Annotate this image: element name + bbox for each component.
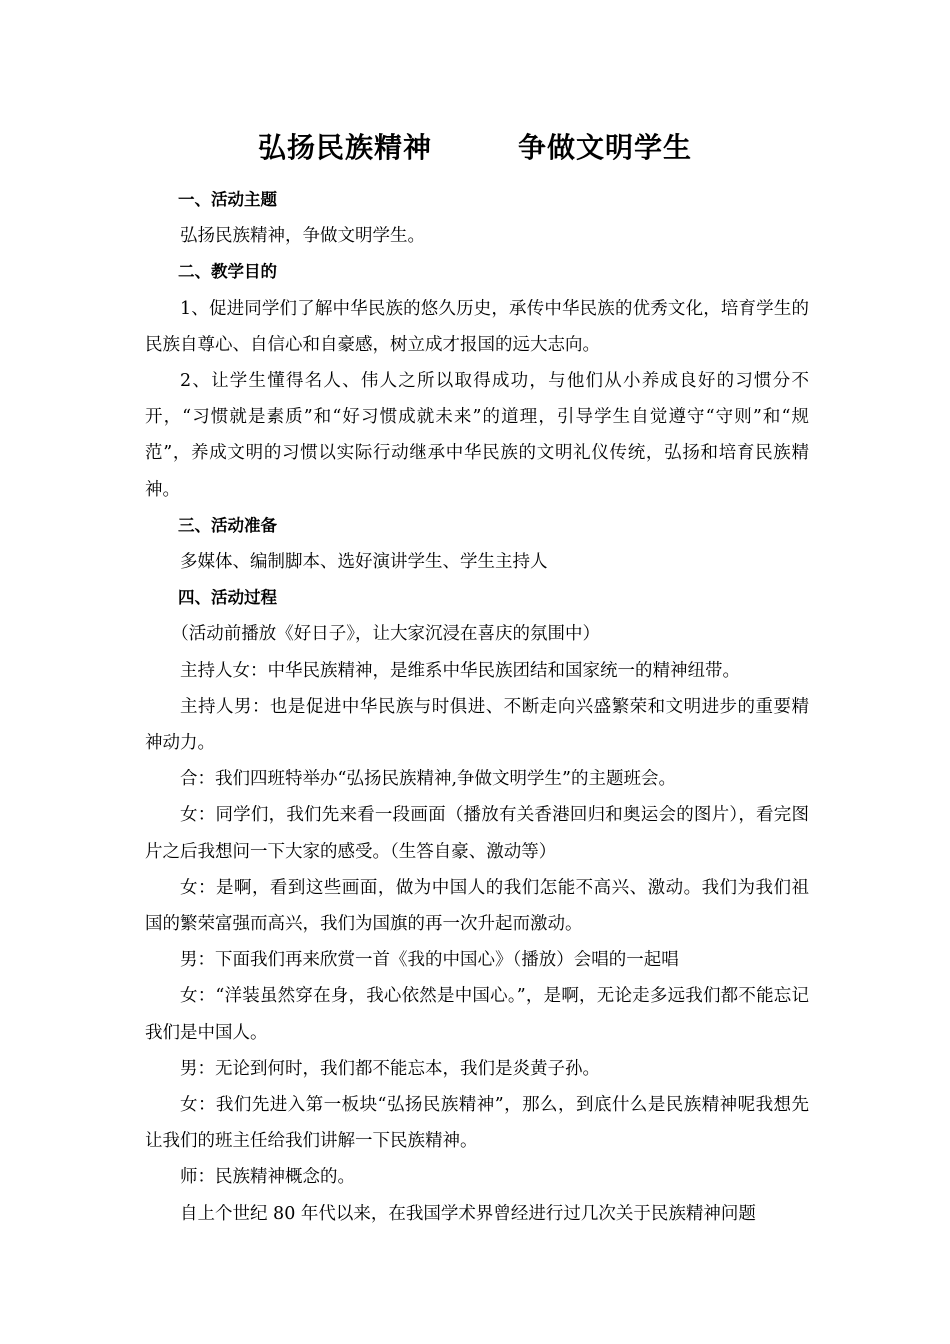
- section-heading-preparation: 三、活动准备: [178, 515, 277, 535]
- section-heading-process: 四、活动过程: [178, 588, 277, 608]
- paragraph: 男：下面我们再来欣赏一首《我的中国心》（播放）会唱的一起唱: [180, 950, 679, 971]
- section-heading-theme: 一、活动主题: [178, 190, 277, 209]
- document-body: [145, 182, 809, 1232]
- paragraph: 自上个世纪 80 年代以来，在我国学术界曾经进行过几次关于民族精神问题: [180, 1203, 756, 1224]
- section-heading-goals: 二、教学目的: [178, 262, 277, 282]
- stage-note: （活动前播放《好日子》，让大家沉浸在喜庆的氛围中）: [171, 624, 600, 645]
- paragraph: 男：无论到何时，我们都不能忘本，我们是炎黄子孙。: [180, 1058, 600, 1079]
- paragraph: 主持人男：也是促进中华民族与时俱进、不断走向兴盛繁荣和文明进步的重要精神动力。: [145, 696, 809, 754]
- paragraph: 2、让学生懂得名人、伟人之所以取得成功，与他们从小养成良好的习惯分不开，“习惯就是素质”和“好习惯成就未来”的道理，引导学生自觉遵守“守则”和“规范”，养成文明的习惯以实际行动继承中华民族的文明礼仪传统，弘扬和培育民族精神。: [145, 371, 809, 500]
- paragraph: 女：同学们，我们先来看一段画面（播放有关香港回归和奥运会的图片），看完图片之后我想问一下大家的感受。（生答自豪、激动等）: [145, 805, 809, 862]
- paragraph: 多媒体、编制脚本、选好演讲学生、学生主持人: [180, 552, 548, 573]
- paragraph: 弘扬民族精神，争做文明学生。: [180, 226, 425, 247]
- document-title: 弘扬民族精神 争做文明学生: [258, 131, 692, 164]
- paragraph: 女：“洋装虽然穿在身，我心依然是中国心。”，是啊，无论走多远我们都不能忘记我们是中国人。: [145, 986, 809, 1043]
- paragraph: 师：民族精神概念的。: [180, 1167, 355, 1188]
- paragraph: 合：我们四班特举办“弘扬民族精神,争做文明学生”的主题班会。: [180, 769, 676, 790]
- paragraph: 女：是啊，看到这些画面，做为中国人的我们怎能不高兴、激动。我们为我们祖国的繁荣富强而高兴，我们为国旗的再一次升起而激动。: [145, 877, 809, 935]
- paragraph: 主持人女：中华民族精神，是维系中华民族团结和国家统一的精神纽带。: [180, 660, 740, 681]
- paragraph: 1、促进同学们了解中华民族的悠久历史，承传中华民族的优秀文化，培育学生的民族自尊心、自信心和自豪感，树立成才报国的远大志向。: [145, 298, 809, 355]
- paragraph: 女：我们先进入第一板块“弘扬民族精神”，那么，到底什么是民族精神呢我想先让我们的班主任给我们讲解一下民族精神。: [145, 1095, 809, 1152]
